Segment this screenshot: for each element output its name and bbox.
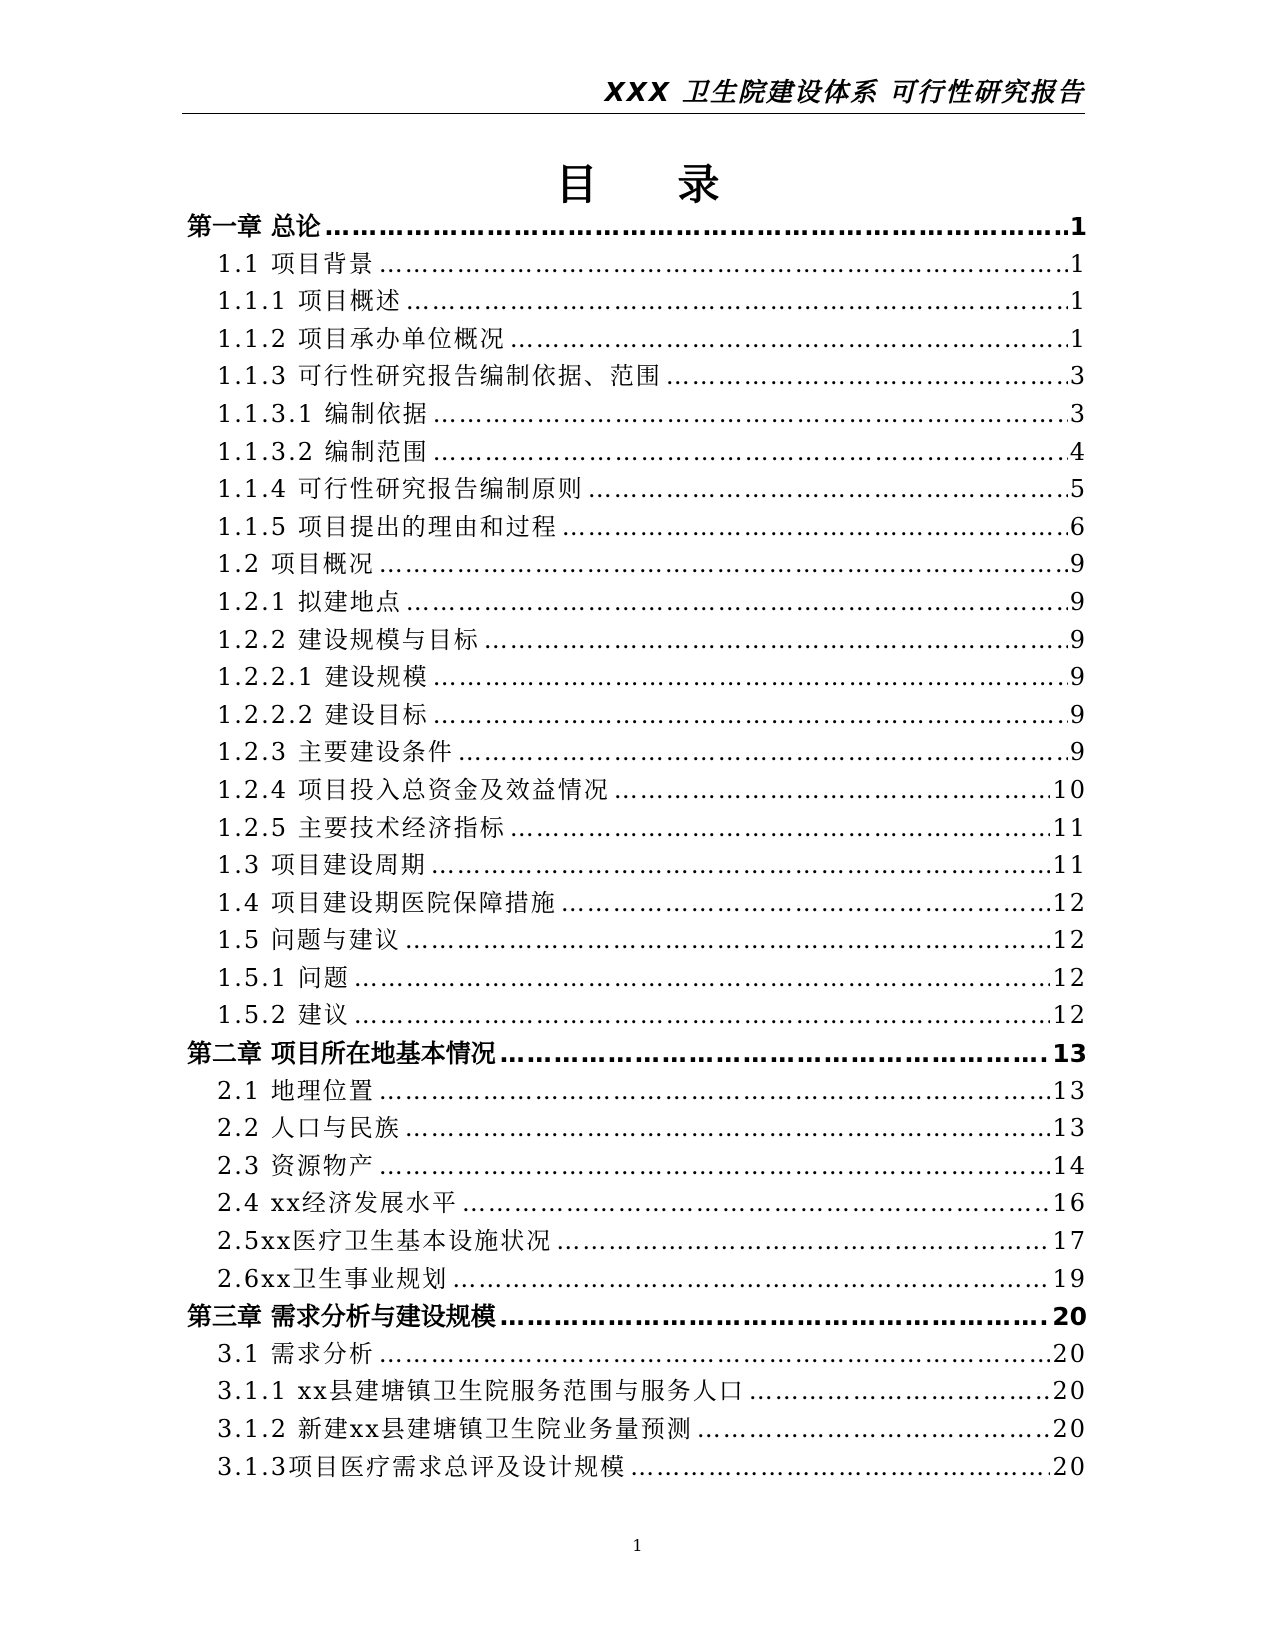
toc-entry-label: 2.4 xx经济发展水平 xyxy=(217,1189,458,1218)
toc-entry-label: 1.1.2 项目承办单位概况 xyxy=(217,324,506,353)
toc-leader-dots xyxy=(325,208,1068,246)
toc-leader-dots xyxy=(749,1373,1051,1411)
toc-section-entry[interactable] xyxy=(187,960,1087,998)
toc-section-entry[interactable] xyxy=(187,1261,1087,1299)
toc-section-entry[interactable] xyxy=(187,396,1087,434)
toc-entry-label: 1.2.5 主要技术经济指标 xyxy=(217,813,506,842)
toc-entry-label: 3.1 需求分析 xyxy=(217,1339,375,1368)
toc-entry-page: 1 xyxy=(1069,212,1087,241)
toc-entry-page: 19 xyxy=(1052,1264,1087,1293)
toc-section-entry[interactable] xyxy=(187,434,1087,472)
toc-leader-dots xyxy=(354,960,1051,998)
toc-entry-label: 1.5.2 建议 xyxy=(217,1001,350,1030)
toc-leader-dots xyxy=(433,434,1068,472)
toc-leader-dots xyxy=(433,697,1068,735)
toc-entry-label: 3.1.1 xx县建塘镇卫生院服务范围与服务人口 xyxy=(217,1377,745,1406)
toc-section-entry[interactable] xyxy=(187,1073,1087,1111)
toc-entry-page: 9 xyxy=(1069,663,1087,692)
toc-leader-dots xyxy=(561,885,1051,923)
toc-entry-label: 1.5 问题与建议 xyxy=(217,926,401,955)
toc-leader-dots xyxy=(379,1336,1051,1374)
toc-leader-dots xyxy=(458,734,1068,772)
toc-leader-dots xyxy=(379,1073,1051,1111)
toc-entry-label: 2.2 人口与民族 xyxy=(217,1114,401,1143)
toc-entry-page: 1 xyxy=(1069,249,1087,278)
toc-entry-page: 9 xyxy=(1069,550,1087,579)
toc-entry-page: 5 xyxy=(1069,475,1087,504)
toc-leader-dots xyxy=(500,1298,1050,1336)
toc-entry-label: 1.2.2.1 建设规模 xyxy=(217,663,429,692)
toc-section-entry[interactable] xyxy=(187,772,1087,810)
toc-entry-page: 20 xyxy=(1052,1339,1087,1368)
toc-entry-label: 1.1.3.2 编制范围 xyxy=(217,437,429,466)
toc-section-entry[interactable] xyxy=(187,697,1087,735)
toc-section-entry[interactable] xyxy=(187,1449,1087,1487)
toc-entry-label: 1.1.5 项目提出的理由和过程 xyxy=(217,512,558,541)
toc-entry-page: 3 xyxy=(1069,362,1087,391)
toc-leader-dots xyxy=(405,1110,1051,1148)
toc-section-entry[interactable] xyxy=(187,584,1087,622)
toc-entry-page: 9 xyxy=(1069,625,1087,654)
toc-entry-page: 12 xyxy=(1052,888,1087,917)
toc-section-entry[interactable] xyxy=(187,810,1087,848)
toc-entry-label: 2.5xx医疗卫生基本设施状况 xyxy=(217,1227,553,1256)
page-number: 1 xyxy=(632,1536,643,1555)
toc-entry-page: 9 xyxy=(1069,738,1087,767)
toc-section-entry[interactable] xyxy=(187,546,1087,584)
toc-section-entry[interactable] xyxy=(187,509,1087,547)
toc-leader-dots xyxy=(379,546,1068,584)
toc-section-entry[interactable] xyxy=(187,283,1087,321)
header-divider xyxy=(182,113,1085,114)
toc-entry-label: 第二章 项目所在地基本情况 xyxy=(187,1039,496,1069)
toc-entry-page: 17 xyxy=(1052,1227,1087,1256)
toc-leader-dots xyxy=(510,321,1068,359)
toc-entry-page: 13 xyxy=(1052,1114,1087,1143)
toc-leader-dots xyxy=(354,997,1051,1035)
toc-entry-page: 9 xyxy=(1069,700,1087,729)
toc-entry-label: 3.1.3项目医疗需求总评及设计规模 xyxy=(217,1452,627,1481)
toc-entry-label: 2.3 资源物产 xyxy=(217,1151,375,1180)
toc-leader-dots xyxy=(406,283,1068,321)
toc-section-entry[interactable] xyxy=(187,1336,1087,1374)
toc-leader-dots xyxy=(562,509,1068,547)
toc-entry-page: 10 xyxy=(1052,775,1087,804)
toc-entry-page: 4 xyxy=(1069,437,1087,466)
toc-entry-page: 12 xyxy=(1052,963,1087,992)
toc-leader-dots xyxy=(379,1148,1051,1186)
toc-entry-page: 1 xyxy=(1069,287,1087,316)
toc-entry-page: 16 xyxy=(1052,1189,1087,1218)
toc-entry-label: 2.1 地理位置 xyxy=(217,1076,375,1105)
toc-entry-label: 第三章 需求分析与建设规模 xyxy=(187,1302,496,1332)
table-of-contents xyxy=(187,208,1087,1486)
toc-leader-dots xyxy=(697,1411,1051,1449)
running-header-title: XXX 卫生院建设体系 可行性研究报告 xyxy=(604,78,1085,108)
toc-leader-dots xyxy=(406,584,1068,622)
toc-entry-page: 13 xyxy=(1052,1076,1087,1105)
toc-section-entry[interactable] xyxy=(187,471,1087,509)
toc-entry-label: 1.1 项目背景 xyxy=(217,249,375,278)
toc-section-entry[interactable] xyxy=(187,997,1087,1035)
toc-entry-label: 1.2.2 建设规模与目标 xyxy=(217,625,480,654)
toc-entry-page: 9 xyxy=(1069,587,1087,616)
toc-leader-dots xyxy=(588,471,1068,509)
toc-entry-label: 3.1.2 新建xx县建塘镇卫生院业务量预测 xyxy=(217,1415,693,1443)
toc-section-entry[interactable] xyxy=(187,1373,1087,1411)
toc-entry-label: 1.3 项目建设周期 xyxy=(217,851,427,880)
toc-entry-page: 3 xyxy=(1069,399,1087,428)
toc-chapter-entry[interactable] xyxy=(187,1298,1087,1336)
toc-chapter-entry[interactable] xyxy=(187,208,1087,246)
toc-entry-label: 2.6xx卫生事业规划 xyxy=(217,1264,449,1293)
toc-chapter-entry[interactable] xyxy=(187,1035,1087,1073)
toc-entry-page: 13 xyxy=(1052,1039,1087,1069)
toc-section-entry[interactable] xyxy=(187,922,1087,960)
toc-entry-page: 20 xyxy=(1052,1452,1087,1481)
toc-section-entry[interactable] xyxy=(187,246,1087,284)
toc-title: 目录 xyxy=(555,160,800,209)
toc-leader-dots xyxy=(556,1223,1050,1261)
toc-leader-dots xyxy=(510,810,1051,848)
toc-leader-dots xyxy=(433,396,1068,434)
toc-entry-label: 1.1.1 项目概述 xyxy=(217,287,402,316)
toc-entry-page: 6 xyxy=(1069,512,1087,541)
toc-section-entry[interactable] xyxy=(187,358,1087,396)
toc-entry-label: 1.2.1 拟建地点 xyxy=(217,587,402,616)
toc-section-entry[interactable] xyxy=(187,847,1087,885)
toc-section-entry[interactable] xyxy=(187,1185,1087,1223)
toc-section-entry[interactable] xyxy=(187,622,1087,660)
toc-leader-dots xyxy=(431,847,1051,885)
toc-section-entry[interactable] xyxy=(187,885,1087,923)
toc-entry-page: 20 xyxy=(1052,1377,1087,1406)
toc-entry-page: 14 xyxy=(1052,1151,1087,1180)
toc-entry-label: 1.1.4 可行性研究报告编制原则 xyxy=(217,475,584,504)
toc-leader-dots xyxy=(614,772,1051,810)
toc-entry-label: 1.1.3 可行性研究报告编制依据、范围 xyxy=(217,362,662,391)
toc-leader-dots xyxy=(462,1185,1051,1223)
toc-leader-dots xyxy=(433,659,1068,697)
toc-section-entry[interactable] xyxy=(187,321,1087,359)
toc-section-entry[interactable] xyxy=(187,1223,1087,1261)
toc-entry-label: 1.4 项目建设期医院保障措施 xyxy=(217,888,557,917)
toc-entry-label: 1.2.2.2 建设目标 xyxy=(217,700,429,729)
toc-entry-label: 1.2.4 项目投入总资金及效益情况 xyxy=(217,775,610,804)
toc-entry-label: 1.2 项目概况 xyxy=(217,550,375,579)
toc-entry-page: 12 xyxy=(1052,1001,1087,1030)
toc-leader-dots xyxy=(379,246,1068,284)
toc-section-entry[interactable] xyxy=(187,1411,1087,1449)
toc-entry-page: 11 xyxy=(1052,813,1087,842)
toc-entry-page: 20 xyxy=(1052,1415,1087,1443)
toc-entry-page: 11 xyxy=(1052,851,1087,880)
toc-entry-label: 1.5.1 问题 xyxy=(217,963,350,992)
toc-entry-page: 12 xyxy=(1052,926,1087,955)
toc-leader-dots xyxy=(666,358,1068,396)
toc-leader-dots xyxy=(630,1449,1050,1487)
toc-leader-dots xyxy=(405,922,1051,960)
toc-entry-label: 1.2.3 主要建设条件 xyxy=(217,738,454,767)
toc-section-entry[interactable] xyxy=(187,659,1087,697)
toc-leader-dots xyxy=(452,1261,1050,1299)
toc-leader-dots xyxy=(484,622,1068,660)
toc-entry-label: 第一章 总论 xyxy=(187,212,321,241)
toc-entry-label: 1.1.3.1 编制依据 xyxy=(217,399,429,428)
toc-section-entry[interactable] xyxy=(187,1148,1087,1186)
toc-section-entry[interactable] xyxy=(187,1110,1087,1148)
toc-section-entry[interactable] xyxy=(187,734,1087,772)
toc-leader-dots xyxy=(500,1035,1050,1073)
toc-entry-page: 1 xyxy=(1069,324,1087,353)
toc-entry-page: 20 xyxy=(1052,1302,1087,1332)
